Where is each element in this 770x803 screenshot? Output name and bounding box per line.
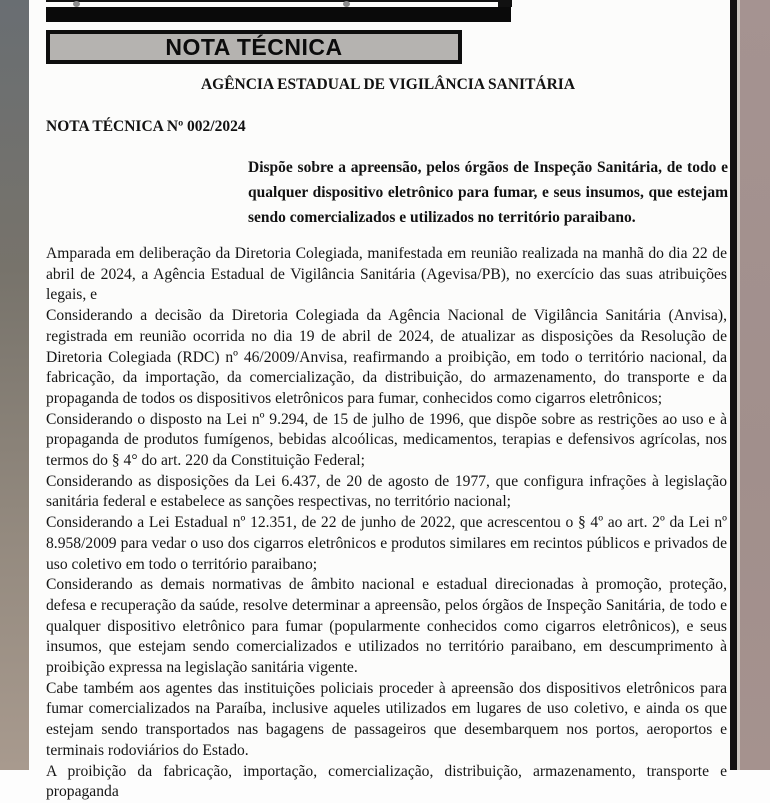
body-paragraph: Considerando as disposições da Lei 6.437, de 20 de agosto de 1977, que configura infrações à legislação sanitária federal e estabelece as sanções respectivas, no território nacional; [46,472,727,511]
document-title: NOTA TÉCNICA [165,33,343,60]
left-background-strip [0,0,29,770]
agency-name: AGÊNCIA ESTADUAL DE VIGILÂNCIA SANITÁRIA [200,76,576,93]
document-page [29,0,730,801]
body-paragraph: Considerando o disposto na Lei nº 9.294, de 15 de julho de 1996, que dispõe sobre as restrições ao uso e à propaganda de produtos fumígenos, bebidas alcoólicas, medicamentos, terapias e defensivos agrícolas, nos termos do § 4° do art. 220 da Constituição Federal; [46,410,727,470]
body-paragraph: Considerando as demais normativas de âmbito nacional e estadual direcionadas à promoção, proteção, defesa e recuperação da saúde, resolve determinar a apreensão, pelos órgãos de Inspeção Sanitária, de todo e qualquer dispositivo eletrônico para fumar (popularmente conhecidos como cigarros eletrônicos), e seus insumos, que estejam sendo comercializados e utilizados no território paraibano, em descumprimento à proibição expressa na legislação sanitária vigente. [46,576,727,677]
body-paragraph: Considerando a decisão da Diretoria Colegiada da Agência Nacional de Vigilância Sanitária (Anvisa), registrada em reunião ocorrida no dia 19 de abril de 2024, de atualizar as disposições da Resolução de Diretoria Colegiada (RDC) nº 46/2009/Anvisa, reafirmando a proibição, em todo o território nacional, da fabricação, da importação, da comercialização, da distribuição, do armazenamento, do transporte e da propaganda de todos os dispositivos eletrônicos para fumar, conhecidos como cigarros eletrônicos; [46,307,727,407]
body-paragraph: Cabe também aos agentes das instituições policiais proceder à apreensão dos dispositivos eletrônicos para fumar comercializados na Paraíba, inclusive aqueles utilizados em lugares de uso coletivo, e ainda os que estejam sendo transportados nas bagagens de passageiros que desembarquem nos portos, aeroportos e terminais rodoviários do Estado. [46,679,727,759]
page-right-edge-line [730,0,737,770]
redacted-header-bar [46,7,511,22]
document-body [46,244,727,803]
cropped-letterhead-border [46,0,512,2]
right-background-strip [740,0,770,770]
doc-number: NOTA TÉCNICA Nº 002/2024 [46,118,246,135]
nota-tecnica-title-box [46,30,462,64]
body-paragraph: Considerando a Lei Estadual nº 12.351, de 22 de junho de 2022, que acrescentou o § 4º ao art. 2º da Lei nº 8.958/2009 para vedar o uso dos cigarros eletrônicos e produtos similares em recintos públicos e privados de uso coletivo em todo o território paraibano; [46,514,727,573]
body-paragraph: Amparada em deliberação da Diretoria Colegiada, manifestada em reunião realizada na manhã do dia 22 de abril de 2024, a Agência Estadual de Vigilância Sanitária (Agevisa/PB), no exercício das suas atribuições legais, e [46,245,727,304]
summary-paragraph: Dispõe sobre a apreensão, pelos órgãos de Inspeção Sanitária, de todo e qualquer dispositivo eletrônico para fumar, e seus insumos, que estejam sendo comercializados e utilizados no território paraibano. [248,159,728,226]
body-paragraph: A proibição da fabricação, importação, comercialização, distribuição, armazenamento, transporte e propaganda [46,762,727,801]
cropped-letterhead-corner [498,0,512,7]
